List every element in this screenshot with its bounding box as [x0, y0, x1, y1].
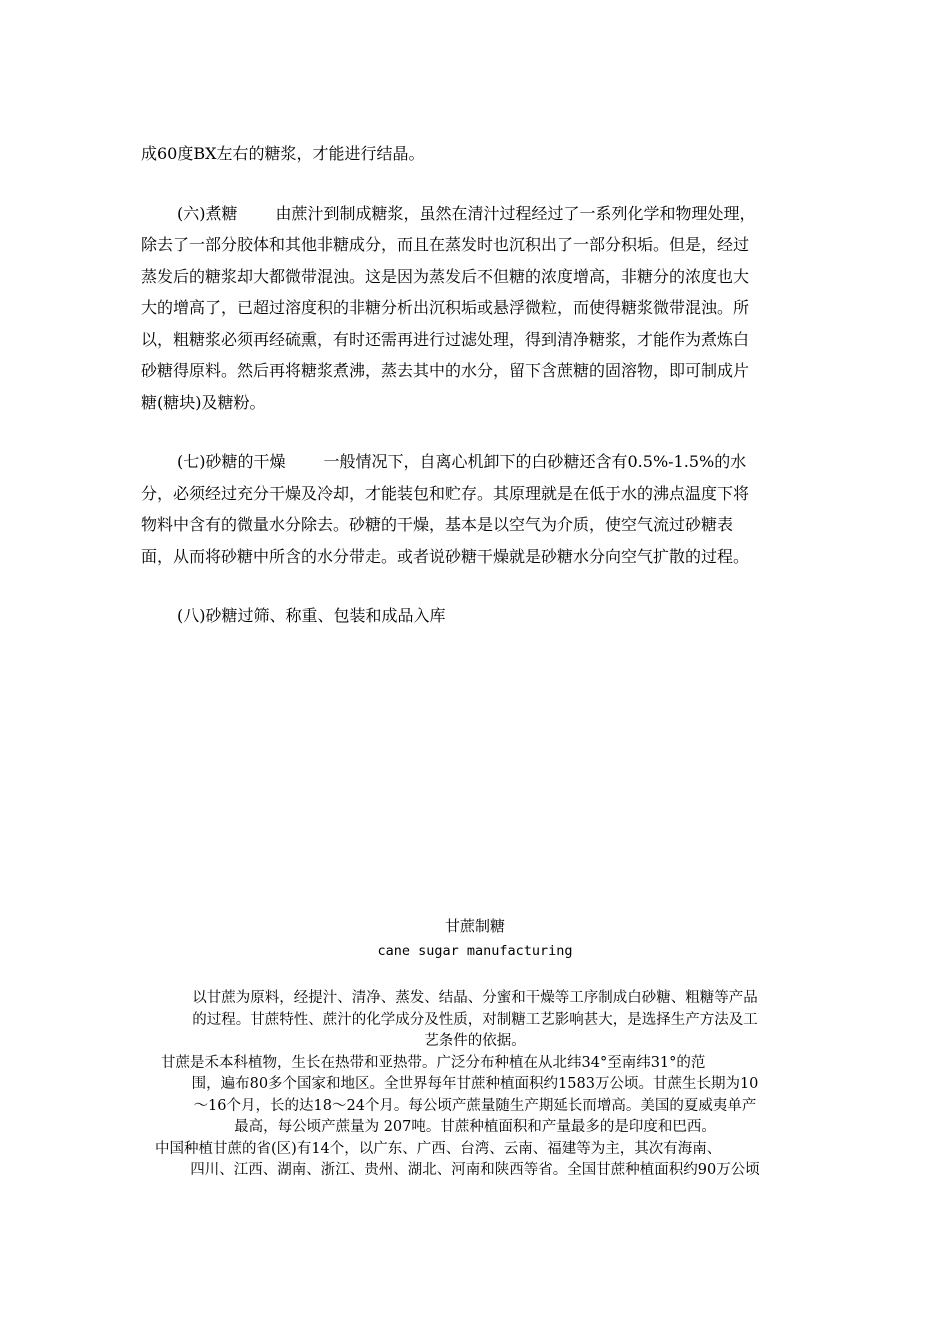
article-title	[0, 914, 950, 961]
paragraph-line: 中国种植甘蔗的省(区)有14个，以广东、广西、台湾、云南、福建等为主，其次有海南、	[155, 1140, 722, 1157]
section-6-line	[141, 198, 813, 230]
intro-line: 的过程。甘蔗特性、蔗汁的化学成分及性质，对制糖工艺影响甚大，是选择生产方法及工	[192, 1011, 758, 1028]
section-7-line	[141, 446, 813, 478]
section-6-line: 以，粗糖浆必须再经硫熏，有时还需再进行过滤处理，得到清净糖浆，才能作为煮炼白	[141, 329, 750, 349]
section-7-line: 分，必须经过充分干燥及冷却，才能装包和贮存。其原理就是在低于水的沸点温度下将	[141, 483, 750, 503]
paragraph-line: 围，遍布80多个国家和地区。全世界每年甘蔗种植面积约1583万公顷。甘蔗生长期为10	[191, 1076, 759, 1092]
section-6-line: 除去了一部分胶体和其他非糖成分，而且在蒸发时也沉积出了一部分积垢。但是，经过	[141, 235, 750, 254]
lower-text-block	[147, 988, 803, 1182]
section-8-heading: (八)砂糖过筛、称重、包装和成品入库	[177, 606, 446, 625]
section-6-heading: (六)煮糖	[177, 203, 238, 223]
upper-text-block	[141, 138, 813, 632]
section-7-line: 面，从而将砂糖中所含的水分带走。或者说砂糖干燥就是砂糖水分向空气扩散的过程。	[141, 546, 750, 566]
paragraph-line: 四川、江西、湖南、浙江、贵州、湖北、河南和陕西等省。全国甘蔗种植面积约90万公顷	[190, 1162, 760, 1178]
section-7-line: 物料中含有的微量水分除去。砂糖的干燥，基本是以空气为介质，使空气流过砂糖表	[141, 515, 734, 534]
section-6-text: 由蔗汁到制成糖浆，虽然在清汁过程经过了一系列化学和物理处理，	[275, 203, 756, 223]
paragraph-continuation: 成60度BX左右的糖浆，才能进行结晶。	[141, 144, 425, 163]
paragraph-line: 甘蔗是禾本科植物，生长在热带和亚热带。广泛分布种植在从北纬34°至南纬31°的范	[161, 1054, 706, 1071]
paragraph-line: 最高，每公顷产蔗量为 207吨。甘蔗种植面积和产量最多的是印度和巴西。	[234, 1119, 716, 1135]
section-7-heading: (七)砂糖的干燥	[177, 452, 286, 471]
title-english: cane sugar manufacturing	[377, 943, 573, 959]
intro-line: 以甘蔗为原料，经提汁、清净、蒸发、结晶、分蜜和干燥等工序制成白砂糖、粗糖等产品	[192, 990, 758, 1006]
title-chinese: 甘蔗制糖	[444, 917, 505, 935]
section-6-line: 糖(糖块)及糖粉。	[141, 392, 266, 412]
section-6-line: 蒸发后的糖浆却大都微带混浊。这是因为蒸发后不但糖的浓度增高，非糖分的浓度也大	[141, 266, 750, 286]
section-6-line: 大的增高了，已超过溶度积的非糖分析出沉积垢或悬浮微粒，而使得糖浆微带混浊。所	[141, 298, 750, 317]
section-6-line: 砂糖得原料。然后再将糖浆煮沸，蒸去其中的水分，留下含蔗糖的固溶物，即可制成片	[141, 361, 750, 380]
section-7-text: 一般情况下，自离心机卸下的白砂糖还含有0.5%-1.5%的水	[323, 452, 747, 471]
intro-line: 艺条件的依据。	[424, 1033, 526, 1049]
paragraph-line: ～16个月，长的达18～24个月。每公顷产蔗量随生产期延长而增高。美国的夏威夷单产	[193, 1097, 757, 1114]
